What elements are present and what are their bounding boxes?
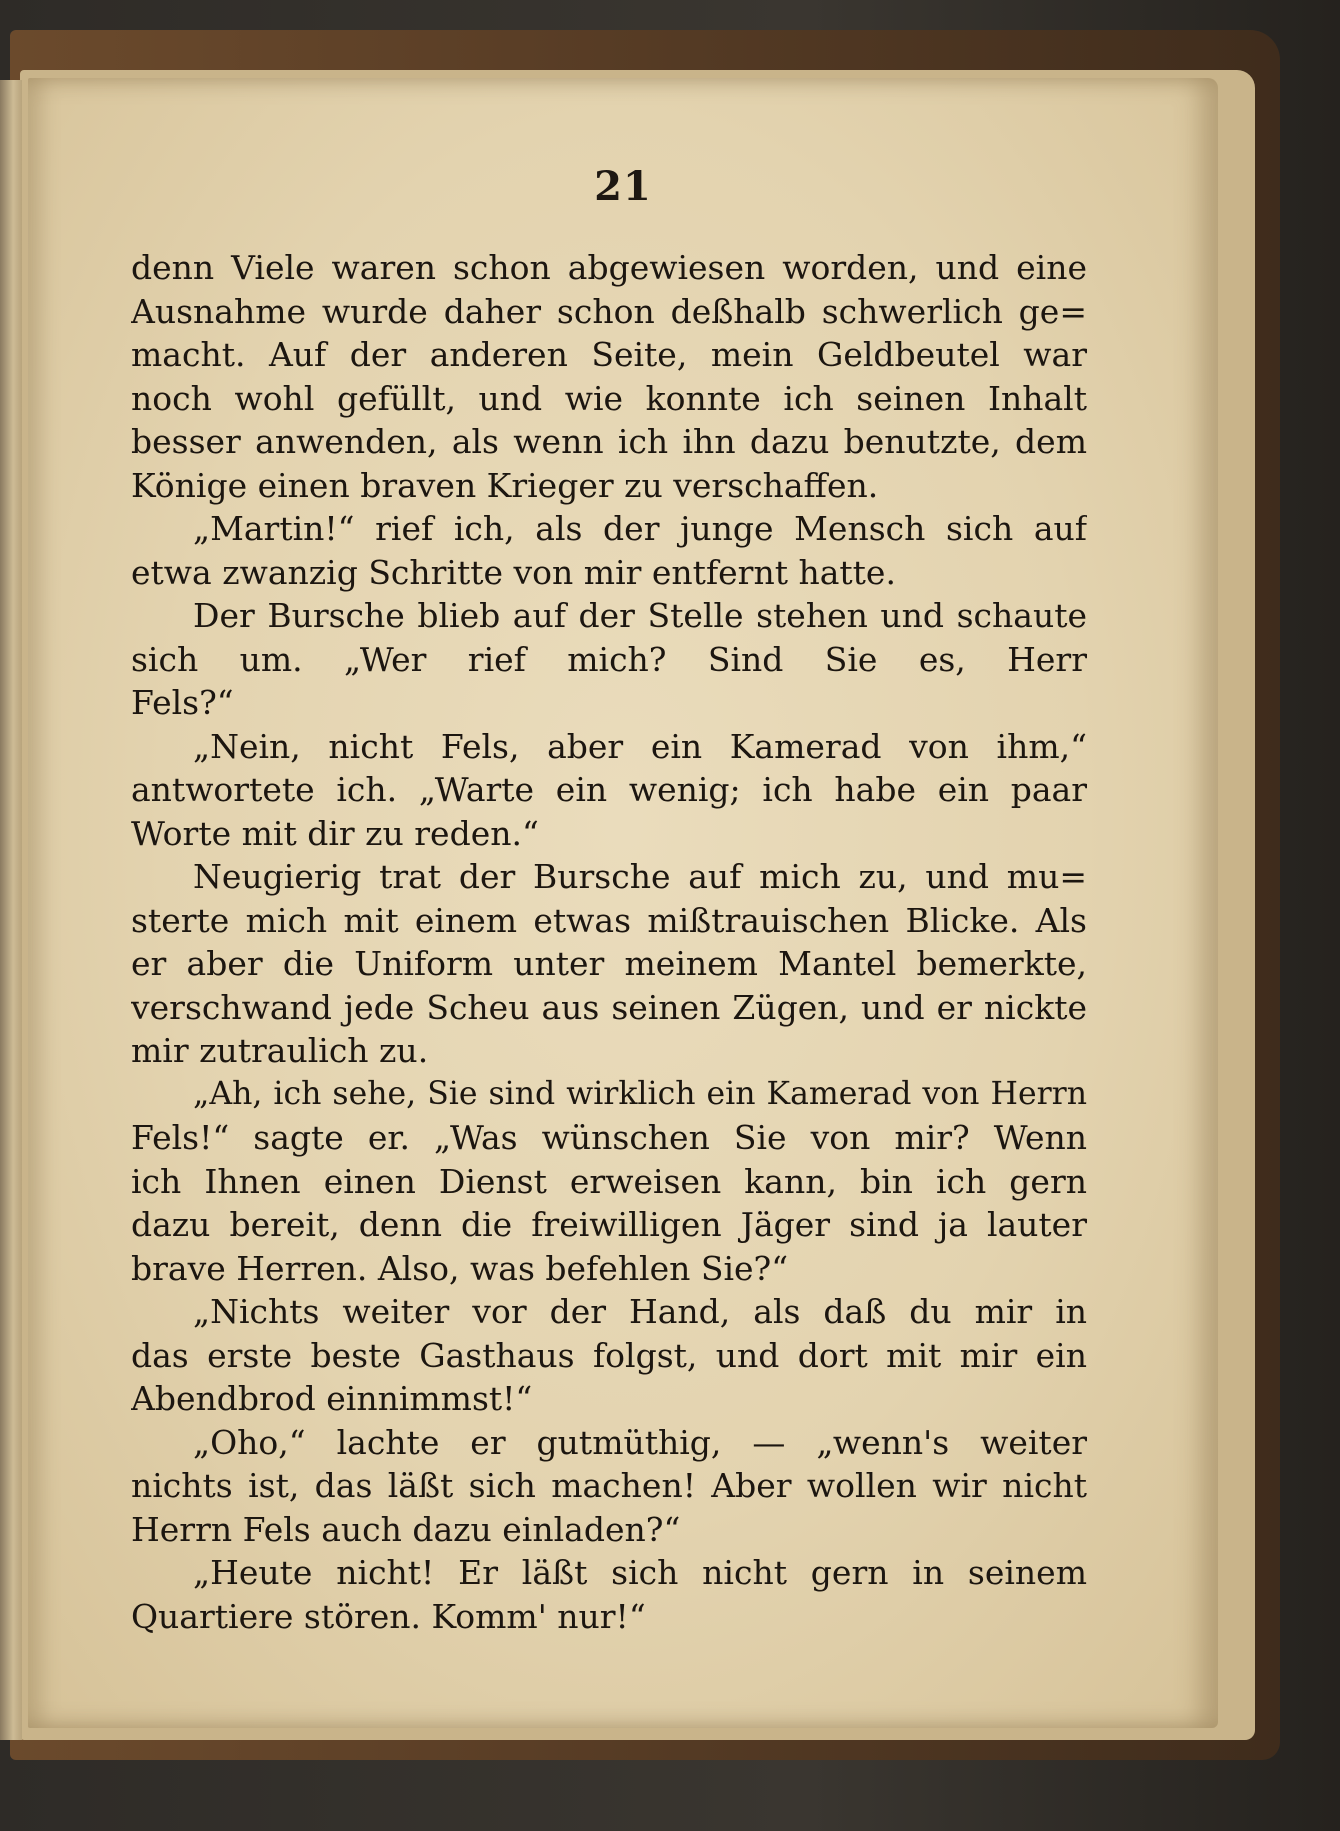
text-line: antwortete ich. „Warte ein wenig; ich habe ein paar — [131, 770, 1087, 809]
text-line: noch wohl gefüllt, und wie konnte ich seinen Inhalt — [131, 378, 1087, 418]
text-line: er aber die Uniform unter meinem Mantel bemerkte, — [131, 944, 1087, 983]
text-line: besser anwenden, als wenn ich ihn dazu benutzte, dem — [131, 422, 1087, 461]
page-text-body — [131, 246, 1087, 1638]
text-line: Fels!“ sagte er. „Was wünschen Sie von mir? Wenn — [131, 1118, 1087, 1157]
text-line: das erste beste Gasthaus folgst, und dort mit mir ein — [131, 1335, 1087, 1375]
text-line: etwa zwanzig Schritte von mir entfernt hatte. — [131, 552, 896, 592]
text-line: dazu bereit, denn die freiwilligen Jäger sind ja lauter — [131, 1205, 1087, 1244]
text-line: macht. Auf der anderen Seite, mein Geldbeutel war — [131, 335, 1087, 374]
text-line: Könige einen braven Krieger zu verschaffen. — [131, 465, 879, 505]
text-line: Fels?“ — [131, 683, 234, 722]
text-line: denn Viele waren schon abgewiesen worden, und eine — [131, 248, 1087, 287]
text-line: Worte mit dir zu reden.“ — [131, 813, 539, 853]
text-line: „Nichts weiter vor der Hand, als daß du mir in — [193, 1292, 1087, 1331]
text-line: „Martin!“ rief ich, als der junge Mensch sich auf — [193, 509, 1087, 548]
text-line: mir zutraulich zu. — [131, 1031, 429, 1070]
text-line: „Nein, nicht Fels, aber ein Kamerad von ihm,“ — [193, 726, 1087, 766]
page-number: 21 — [594, 163, 652, 210]
text-line: Quartiere stören. Komm' nur!“ — [131, 1596, 646, 1636]
text-line: ich Ihnen einen Dienst erweisen kann, bin ich gern — [131, 1161, 1087, 1201]
text-line: „Heute nicht! Er läßt sich nicht gern in seinem — [193, 1553, 1087, 1592]
text-line: Ausnahme wurde daher schon deßhalb schwerlich ge= — [131, 291, 1087, 331]
text-line: „Oho,“ lachte er gutmüthig, — „wenn's weiter — [193, 1422, 1087, 1462]
text-line: „Ah, ich sehe, Sie sind wirklich ein Kamerad von Herrn — [193, 1075, 1087, 1112]
text-line: verschwand jede Scheu aus seinen Zügen, und er nickte — [131, 987, 1087, 1027]
text-line: Abendbrod einnimmst!“ — [131, 1379, 533, 1418]
text-line: brave Herren. Also, was befehlen Sie?“ — [131, 1248, 789, 1288]
book-page — [28, 78, 1218, 1728]
text-line: Herrn Fels auch dazu einladen?“ — [131, 1509, 681, 1549]
text-line: Der Bursche blieb auf der Stelle stehen und schaute — [193, 596, 1087, 635]
text-line: nichts ist, das läßt sich machen! Aber wollen wir nicht — [131, 1466, 1087, 1505]
text-line: sich um. „Wer rief mich? Sind Sie es, Herr — [131, 639, 1087, 679]
left-page-edge — [0, 80, 22, 1740]
text-line: Neugierig trat der Bursche auf mich zu, und mu= — [193, 857, 1087, 896]
text-line: sterte mich mit einem etwas mißtrauischen Blicke. Als — [131, 900, 1087, 940]
